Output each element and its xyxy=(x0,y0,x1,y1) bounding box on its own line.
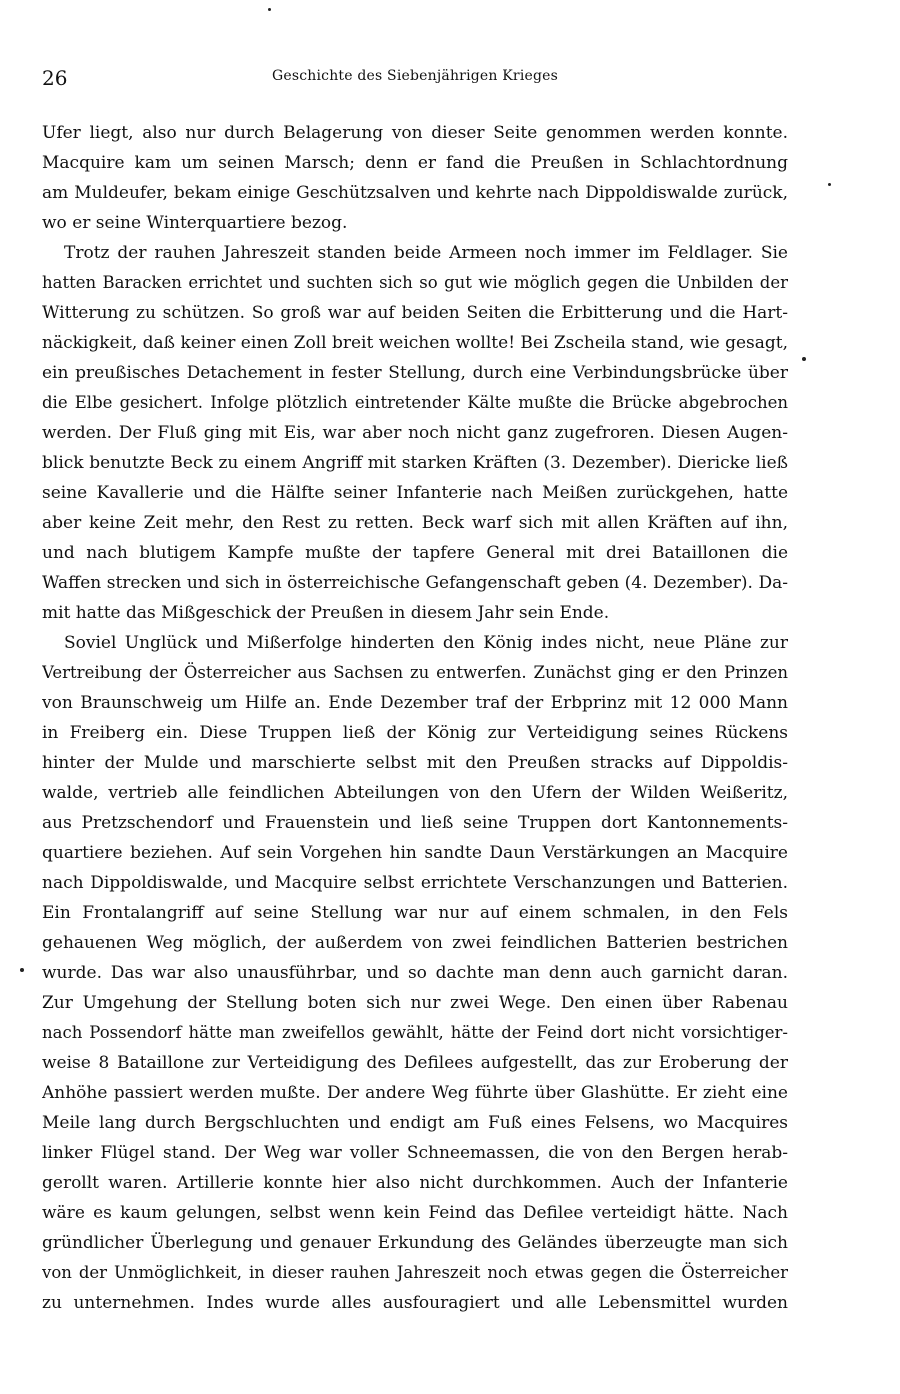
text-line: walde, vertrieb alle feindlichen Abteilungen von den Ufern der Wilden Weißeritz, xyxy=(42,783,788,803)
text-line: Trotz der rauhen Jahreszeit standen beide Armeen noch immer im Feldlager. Sie xyxy=(64,243,788,263)
text-line: Ein Frontalangriff auf seine Stellung war nur auf einem schmalen, in den Fels xyxy=(42,903,788,923)
text-line: wäre es kaum gelungen, selbst wenn kein Feind das Defilee verteidigt hätte. Nach xyxy=(42,1203,788,1223)
text-line: nach Possendorf hätte man zweifellos gewählt, hätte der Feind dort nicht vorsichtiger- xyxy=(42,1023,788,1042)
text-line: die Elbe gesichert. Infolge plötzlich eintretender Kälte mußte die Brücke abgebrochen xyxy=(42,393,788,412)
text-line: blick benutzte Beck zu einem Angriff mit starken Kräften (3. Dezember). Diericke ließ xyxy=(42,453,788,473)
text-line: linker Flügel stand. Der Weg war voller Schneemassen, die von den Bergen herab- xyxy=(42,1143,788,1163)
text-line: gründlicher Überlegung und genauer Erkundung des Geländes überzeugte man sich xyxy=(42,1233,788,1253)
text-line: von Braunschweig um Hilfe an. Ende Dezember traf der Erbprinz mit 12 000 Mann xyxy=(42,693,788,713)
text-line: von der Unmöglichkeit, in dieser rauhen Jahreszeit noch etwas gegen die Österreicher xyxy=(42,1263,788,1282)
text-line: weise 8 Bataillone zur Verteidigung des Defilees aufgestellt, das zur Eroberung der xyxy=(42,1053,788,1073)
text-line: näckigkeit, daß keiner einen Zoll breit weichen wollte! Bei Zscheila stand, wie gesagt, xyxy=(42,333,788,353)
text-line: mit hatte das Mißgeschick der Preußen in diesem Jahr sein Ende. xyxy=(42,603,610,623)
text-line: wo er seine Winterquartiere bezog. xyxy=(42,213,348,233)
text-line: hatten Baracken errichtet und suchten sich so gut wie möglich gegen die Unbilden der xyxy=(42,273,788,292)
print-speck xyxy=(802,357,806,361)
text-line: wurde. Das war also unausführbar, und so dachte man denn auch garnicht daran. xyxy=(42,963,788,983)
text-line: Zur Umgehung der Stellung boten sich nur zwei Wege. Den einen über Rabenau xyxy=(42,993,788,1013)
text-line: Meile lang durch Bergschluchten und endigt am Fuß eines Felsens, wo Macquires xyxy=(42,1113,788,1133)
text-line: gehauenen Weg möglich, der außerdem von zwei feindlichen Batterien bestrichen xyxy=(42,933,788,953)
text-line: Soviel Unglück und Mißerfolge hinderten den König indes nicht, neue Pläne zur xyxy=(64,633,788,653)
text-line: Macquire kam um seinen Marsch; denn er fand die Preußen in Schlachtordnung xyxy=(42,153,788,173)
text-line: ein preußisches Detachement in fester Stellung, durch eine Verbindungsbrücke über xyxy=(42,363,788,383)
paragraph xyxy=(42,238,788,628)
text-line: Anhöhe passiert werden mußte. Der andere Weg führte über Glashütte. Er zieht eine xyxy=(42,1083,788,1103)
text-line: nach Dippoldiswalde, und Macquire selbst errichtete Verschanzungen und Batterien. xyxy=(42,873,788,893)
running-head: Geschichte des Siebenjährigen Krieges xyxy=(271,68,559,84)
page-number: 26 xyxy=(42,66,68,90)
page-header xyxy=(42,62,788,92)
paragraph xyxy=(42,118,788,238)
print-speck xyxy=(20,968,24,972)
text-line: werden. Der Fluß ging mit Eis, war aber noch nicht ganz zugefroren. Diesen Augen- xyxy=(42,423,788,443)
text-line: und nach blutigem Kampfe mußte der tapfere General mit drei Bataillonen die xyxy=(42,543,788,563)
text-line: aber keine Zeit mehr, den Rest zu retten. Beck warf sich mit allen Kräften auf ihn, xyxy=(42,513,788,533)
text-line: in Freiberg ein. Diese Truppen ließ der König zur Verteidigung seines Rückens xyxy=(42,723,788,743)
text-line: gerollt waren. Artillerie konnte hier also nicht durchkommen. Auch der Infanterie xyxy=(42,1173,788,1193)
text-line: Vertreibung der Österreicher aus Sachsen zu entwerfen. Zunächst ging er den Prinzen xyxy=(42,663,788,682)
text-line: Witterung zu schützen. So groß war auf beiden Seiten die Erbitterung und die Hart- xyxy=(42,303,788,323)
paragraph xyxy=(42,628,788,1318)
print-speck xyxy=(268,8,271,11)
print-speck xyxy=(828,183,831,186)
text-line: aus Pretzschendorf und Frauenstein und ließ seine Truppen dort Kantonnements- xyxy=(42,813,788,833)
text-line: seine Kavallerie und die Hälfte seiner Infanterie nach Meißen zurückgehen, hatte xyxy=(42,483,788,503)
text-line: hinter der Mulde und marschierte selbst mit den Preußen stracks auf Dippoldis- xyxy=(42,753,788,773)
text-line: quartiere beziehen. Auf sein Vorgehen hin sandte Daun Verstärkungen an Macquire xyxy=(42,843,788,863)
text-line: am Muldeufer, bekam einige Geschützsalven und kehrte nach Dippoldiswalde zurück, xyxy=(42,183,788,203)
text-line: zu unternehmen. Indes wurde alles ausfouragiert und alle Lebensmittel wurden xyxy=(42,1293,788,1313)
text-line: Ufer liegt, also nur durch Belagerung von dieser Seite genommen werden konnte. xyxy=(42,123,788,143)
text-line: Waffen strecken und sich in österreichische Gefangenschaft geben (4. Dezember). Da- xyxy=(42,573,788,593)
body-text xyxy=(42,118,788,1318)
